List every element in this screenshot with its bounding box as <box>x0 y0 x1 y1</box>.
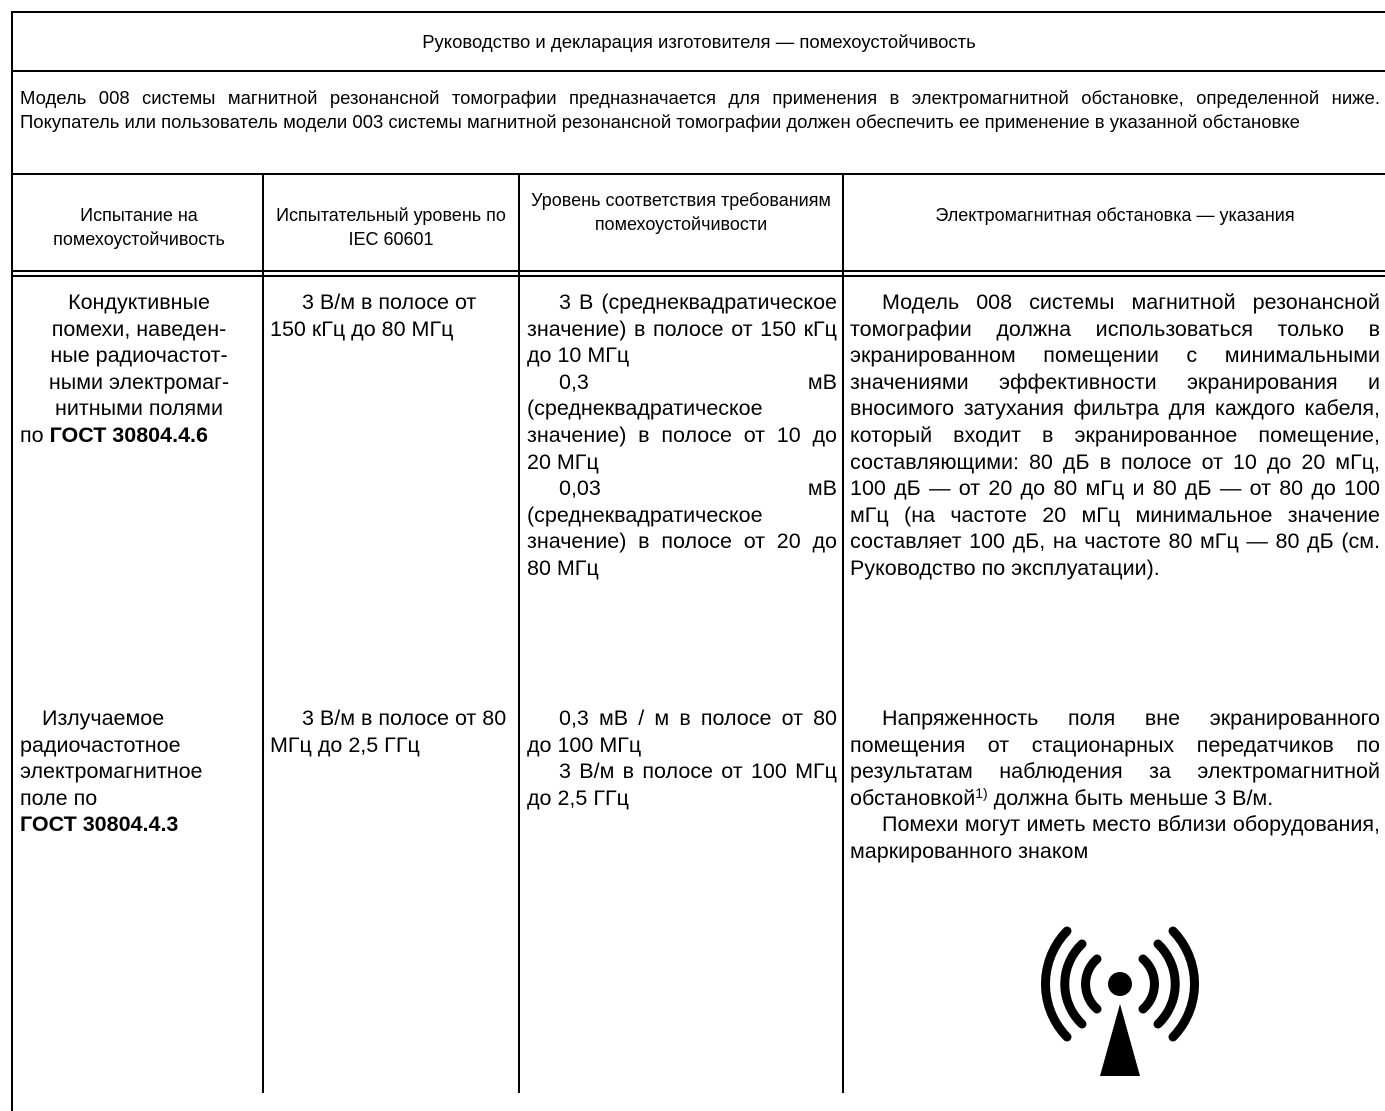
row2-environment <box>850 705 1380 865</box>
row1-test-line-3: ные радиочастот- <box>50 343 228 368</box>
row2-environment-para-1 <box>850 705 1380 811</box>
row2-test-line-2: радиочастотное <box>20 732 181 757</box>
column-divider-2 <box>518 173 520 1093</box>
row1-environment-text: Модель 008 системы магнитной резонансной томографии должна использоваться только в экранированном помещении с минимальными значениями эффективности экранирования и вносимого затухания фильтра для каждого кабеля, который входит в экранированное помещение, составляющими: 80 дБ в полосе от 10 до 20 мГц, 100 дБ — от 20 до 80 мГц и 80 дБ — от 80 до 100 мГц (на частоте 20 мГц минимальное значение составляет 100 дБ, на частоте 80 мГц — 80 дБ (см. Руководство по эксплуатации). <box>850 290 1380 580</box>
row2-test <box>20 705 258 838</box>
row1-compliance-3: 0,03 мВ (среднеквадратическое значение) в полосе от 20 до 80 МГц <box>527 476 837 580</box>
row2-test-line-5 <box>20 811 258 838</box>
header-compliance: Уровень соответствия требованиям помехоустойчивости <box>531 190 831 234</box>
rule-below-intro <box>11 173 1385 175</box>
header-test-level: Испытательный уровень по IEC 60601 <box>276 205 506 249</box>
row2-compliance <box>527 705 837 811</box>
row1-compliance <box>527 289 837 582</box>
row1-test-line-2: помехи, наведен- <box>51 316 227 341</box>
row2-test-line-3: электромагнитное <box>20 759 203 784</box>
row2-test-line-4: поле по <box>20 785 98 810</box>
header-test: Испытание на помехоустойчивость <box>53 205 225 249</box>
row2-environment-text-a: Напряженность поля вне экранированного помещения от стационарных передатчиков по результатам наблюдения за электромагнитной обстановкой <box>850 706 1380 810</box>
table-intro: Модель 008 системы магнитной резонансной томографии предназначается для применения в электромагнитной обстановке, определенной ниже. Покупатель или пользователь модели 003 системы магнитной резонансной томографии должен обеспечить ее применение в указанной обстановке <box>20 87 1380 132</box>
row2-test-standard: ГОСТ 30804.4.3 <box>20 812 179 837</box>
header-environment: Электромагнитная обстановка — указания <box>935 205 1295 225</box>
row1-test-line-1: Кондуктивные <box>68 290 210 314</box>
rule-below-header-2 <box>11 275 1385 277</box>
rule-below-title <box>11 70 1385 72</box>
row2-test-level-text: 3 В/м в полосе от 80 МГц до 2,5 ГГц <box>270 706 507 757</box>
row1-test-line-6 <box>20 422 258 449</box>
column-divider-1 <box>262 173 264 1093</box>
row2-environment-text-b: должна быть меньше 3 В/м. <box>987 785 1274 810</box>
row1-compliance-1: 3 В (среднеквадратическое значение) в полосе от 150 кГц до 10 МГц <box>527 290 837 368</box>
column-divider-3 <box>842 173 844 1093</box>
non-ionizing-radiation-icon <box>1040 926 1200 1076</box>
row2-compliance-2: 3 В/м в полосе от 100 МГц до 2,5 ГГц <box>527 759 837 810</box>
row2-test-level <box>270 705 514 758</box>
row1-test-prefix: по <box>20 422 50 447</box>
row2-test-line-1: Излучаемое <box>42 706 165 730</box>
row1-test-line-5: нитными полями <box>55 396 223 421</box>
row1-test <box>20 289 258 449</box>
row1-test-standard: ГОСТ 30804.4.6 <box>49 422 208 447</box>
row2-environment-para-2: Помехи могут иметь место вблизи оборудования, маркированного знаком <box>850 812 1380 863</box>
rule-below-header-1 <box>11 270 1385 272</box>
row1-test-level <box>270 289 514 342</box>
row1-test-level-text: 3 В/м в полосе от 150 кГц до 80 МГц <box>270 290 477 341</box>
table-title: Руководство и декларация изготовителя — помехоустойчивость <box>422 31 976 52</box>
row1-compliance-2: 0,3 мВ (среднеквадратическое значение) в полосе от 10 до 20 МГц <box>527 369 837 474</box>
row1-test-line-4: ными электромаг- <box>48 369 230 394</box>
row2-compliance-1: 0,3 мВ / м в полосе от 80 до 100 МГц <box>527 706 837 757</box>
footnote-marker: 1) <box>975 784 988 801</box>
row1-environment <box>850 289 1380 582</box>
